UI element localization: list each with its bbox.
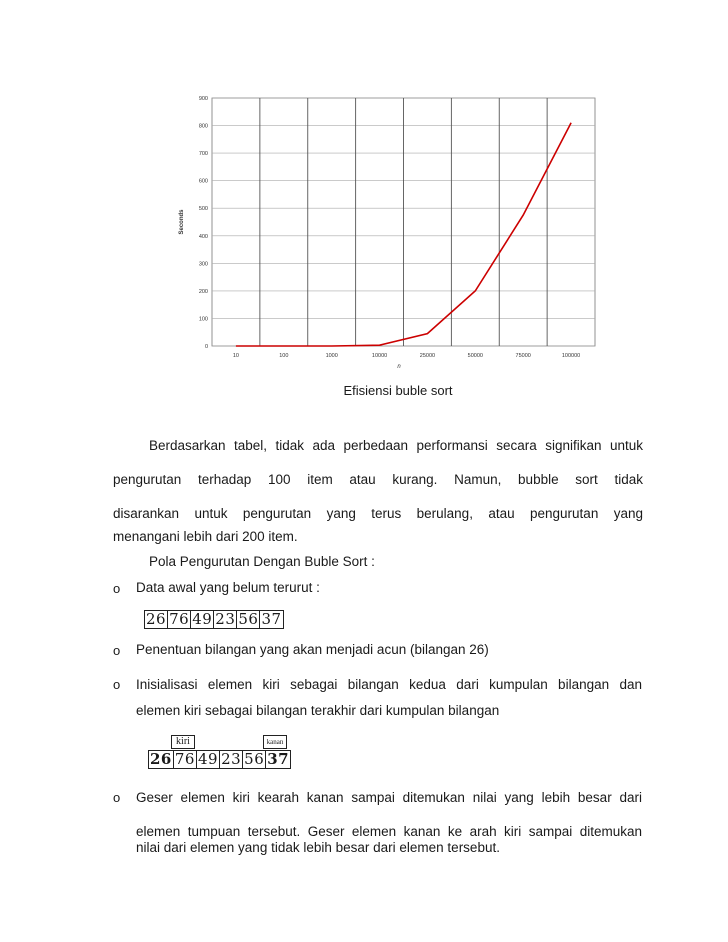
bullet-text-3-line-1: Inisialisasi elemen kiri sebagai bilangan kedua dari kumpulan bilangan dan bbox=[136, 677, 642, 692]
y-tick-label: 200 bbox=[198, 288, 208, 295]
y-tick-label: 900 bbox=[198, 96, 208, 102]
y-tick-label: 700 bbox=[198, 151, 208, 158]
x-tick-label: 10000 bbox=[371, 353, 388, 359]
array-cell: 26 bbox=[150, 750, 172, 768]
y-tick-labels bbox=[199, 96, 208, 350]
left-pointer-label: kiri bbox=[171, 735, 195, 749]
x-tick-label: 50000 bbox=[467, 353, 483, 359]
bullet-text-2: Penentuan bilangan yang akan menjadi acun (bilangan 26) bbox=[136, 642, 489, 657]
array-cell: 23 bbox=[215, 610, 236, 628]
y-axis-label: Seconds bbox=[179, 209, 185, 235]
array-cell: 49 bbox=[197, 750, 219, 768]
array-cell: 76 bbox=[169, 610, 190, 628]
array-cell: 56 bbox=[238, 610, 259, 628]
y-tick-label: 800 bbox=[198, 123, 208, 130]
y-tick-label: 0 bbox=[204, 344, 208, 350]
x-tick-label: 100 bbox=[279, 353, 289, 359]
bullet-marker: o bbox=[113, 790, 121, 805]
x-tick-label: 100000 bbox=[561, 353, 581, 359]
right-pointer-label: kanan bbox=[263, 735, 287, 749]
x-tick-labels bbox=[233, 353, 580, 359]
array-cell: 23 bbox=[221, 750, 242, 768]
paragraph-line-3: disarankan untuk pengurutan yang terus berulang, atau pengurutan yang bbox=[113, 506, 643, 521]
x-tick-label: 1000 bbox=[325, 353, 338, 359]
y-tick-label: 500 bbox=[198, 206, 208, 213]
bullet-marker: o bbox=[113, 643, 121, 658]
x-tick-label: 25000 bbox=[419, 353, 436, 359]
y-tick-label: 100 bbox=[198, 316, 208, 323]
paragraph-line-4: menangani lebih dari 200 item. bbox=[113, 529, 298, 544]
array-cell: 37 bbox=[261, 610, 282, 628]
bullet-marker: o bbox=[113, 581, 121, 596]
x-tick-label: 75000 bbox=[515, 353, 531, 359]
array-cell: 76 bbox=[174, 750, 195, 768]
array-pointers bbox=[148, 750, 290, 769]
paragraph-line-2: pengurutan terhadap 100 item atau kurang. Namun, bubble sort tidak bbox=[113, 472, 643, 487]
bullet-text-3-line-2: elemen kiri sebagai bilangan terakhir dari kumpulan bilangan bbox=[136, 703, 500, 718]
bullet-text-4-line-1: Geser elemen kiri kearah kanan sampai ditemukan nilai yang lebih besar dari bbox=[136, 790, 642, 805]
array-cell: 26 bbox=[146, 610, 167, 628]
paragraph-line-1: Berdasarkan tabel, tidak ada perbedaan performansi secara signifikan untuk bbox=[149, 438, 643, 453]
bubble-sort-efficiency-chart bbox=[160, 92, 605, 370]
figure-caption bbox=[0, 383, 728, 398]
caption-text: Efisiensi buble sort bbox=[343, 383, 453, 398]
bullet-text-4-line-2: elemen tumpuan tersebut. Geser elemen kanan ke arah kiri sampai ditemukan bbox=[136, 824, 642, 839]
array-cell: 49 bbox=[192, 610, 213, 628]
x-axis-label: n bbox=[397, 364, 401, 370]
bullet-text-4-line-3: nilai dari elemen yang tidak lebih besar dari elemen tersebut. bbox=[136, 840, 500, 855]
array-initial bbox=[144, 610, 283, 629]
bullet-marker: o bbox=[113, 677, 121, 692]
array-cell: 37 bbox=[267, 750, 290, 768]
y-tick-label: 600 bbox=[198, 178, 208, 185]
y-tick-label: 400 bbox=[198, 233, 208, 240]
bullet-text-1: Data awal yang belum terurut : bbox=[136, 580, 320, 595]
subheading: Pola Pengurutan Dengan Buble Sort : bbox=[149, 554, 375, 569]
x-tick-label: 10 bbox=[232, 353, 239, 359]
array-cell: 56 bbox=[244, 750, 265, 768]
y-tick-label: 300 bbox=[198, 261, 208, 268]
